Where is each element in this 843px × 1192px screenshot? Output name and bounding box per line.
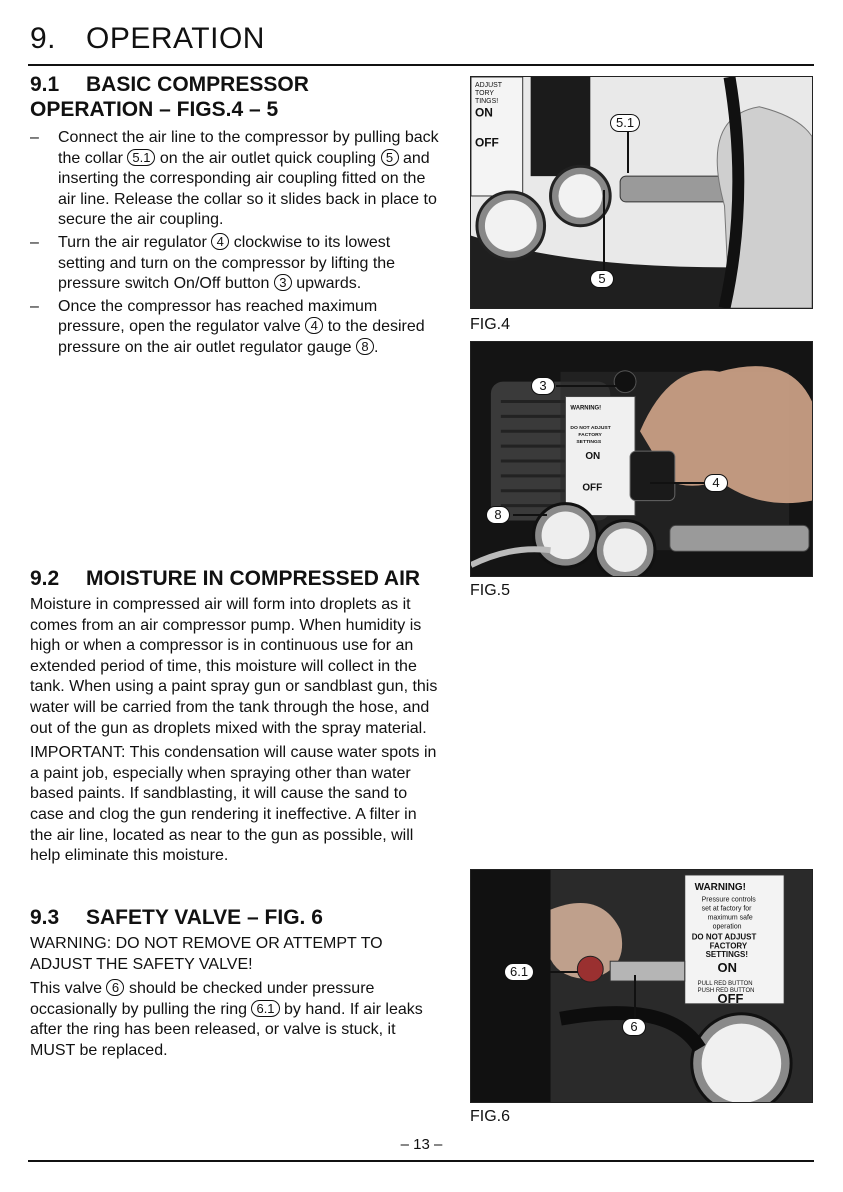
- instruction-item: – Once the compressor has reached maximum pressure, open the regulator valve 4 to the desired pressure on the air outlet regulator gauge 8 .: [30, 297, 440, 359]
- svg-text:OFF: OFF: [717, 990, 744, 1006]
- fig6-photo: [470, 869, 813, 1103]
- svg-text:ON: ON: [474, 105, 493, 120]
- section-9-3-heading: 9.3 SAFETY VALVE – FIG. 6: [30, 906, 323, 929]
- safety-valve-illustration: [471, 870, 812, 1102]
- svg-text:OFF: OFF: [474, 135, 499, 150]
- ref-callout: 4: [305, 317, 323, 334]
- fig6-callout-6: 6: [622, 1018, 646, 1036]
- chapter-title-text: OPERATION: [86, 22, 265, 55]
- svg-text:set at factory for: set at factory for: [701, 905, 752, 913]
- footer-divider: [28, 1160, 814, 1162]
- chapter-title: [30, 22, 265, 56]
- fig5-caption: FIG.5: [470, 582, 511, 599]
- svg-text:operation: operation: [712, 923, 742, 931]
- svg-text:SETTINGS: SETTINGS: [576, 440, 602, 446]
- moisture-paragraph: Moisture in compressed air will form into droplets as it comes from an air compressor pump. When humidity is high or when a compressor is in continuous use for an extended period of time, this moisture will collect in the tank. When using a paint spray gun or sandblast gun, this water will be carried from the tank through the hose, and out of the gun as droplets mixed with the spray material.: [30, 596, 438, 737]
- fig5-callout-8: 8: [486, 506, 510, 524]
- svg-text:maximum safe: maximum safe: [707, 914, 753, 922]
- svg-text:WARNING!: WARNING!: [694, 881, 746, 893]
- svg-text:ON: ON: [717, 960, 737, 976]
- fig5-leader-3: [556, 385, 616, 387]
- fig5-callout-3: 3: [531, 377, 555, 395]
- ref-callout: 4: [211, 233, 229, 250]
- fig6-leader-6-1: [538, 971, 578, 973]
- svg-text:SETTINGS!: SETTINGS!: [705, 950, 749, 960]
- ref-callout: 5: [381, 149, 399, 166]
- ref-callout: 8: [356, 338, 374, 355]
- section-9-3: [30, 905, 440, 1062]
- important-paragraph: IMPORTANT: This condensation will cause water spots in a paint job, especially when spraying other than water based paints. If sandblasting, it will cause the sand to case and clog the gun rendering it ineffective. A filter in the air line, located as near to the gun as possible, will help eliminate this moisture.: [30, 744, 437, 865]
- fig4-caption: FIG.4: [470, 316, 511, 333]
- fig6-leader-6: [634, 975, 636, 1018]
- page-number: – 13 –: [400, 1136, 443, 1153]
- svg-text:OFF: OFF: [582, 482, 603, 494]
- instruction-item: – Turn the air regulator 4 clockwise to its lowest setting and turn on the compressor by lifting the pressure switch On/Off button 3 upwards.: [30, 233, 440, 295]
- fig6-caption: FIG.6: [470, 1108, 511, 1125]
- fig4-leader-5: [603, 190, 605, 270]
- svg-text:FACTORY: FACTORY: [578, 433, 602, 439]
- fig5-callout-4: 4: [704, 474, 728, 492]
- fig6-callout-6-1: 6.1: [504, 963, 534, 981]
- fig5-leader-8: [513, 514, 547, 516]
- fig4-photo: [470, 76, 813, 309]
- svg-text:TINGS!: TINGS!: [474, 97, 499, 105]
- chapter-number: 9.: [30, 22, 57, 55]
- svg-text:DO NOT ADJUST: DO NOT ADJUST: [691, 932, 757, 942]
- title-divider: [28, 64, 814, 66]
- svg-text:DO NOT ADJUST: DO NOT ADJUST: [570, 426, 611, 432]
- svg-text:FACTORY: FACTORY: [709, 941, 748, 951]
- safety-warning: WARNING: DO NOT REMOVE OR ATTEMPT TO ADJUST THE SAFETY VALVE!: [30, 935, 383, 973]
- svg-text:Pressure controls: Pressure controls: [701, 896, 756, 904]
- fig4-callout-5: 5: [590, 270, 614, 288]
- svg-text:PULL RED BUTTON: PULL RED BUTTON: [697, 981, 753, 988]
- fig4-callout-5-1: 5.1: [610, 114, 640, 132]
- section-9-2-heading: 9.2 MOISTURE IN COMPRESSED AIR: [30, 567, 421, 590]
- section-9-2: [30, 566, 440, 867]
- ref-callout: 6: [106, 979, 124, 996]
- svg-text:ON: ON: [585, 451, 601, 462]
- safety-valve-paragraph: This valve 6 should be checked under pressure occasionally by pulling the ring 6.1 by hand. If air leaks after the ring has been released, or valve is stuck, it MUST be replaced.: [30, 980, 423, 1059]
- ref-callout: 3: [274, 274, 292, 291]
- instruction-list: [30, 128, 440, 359]
- section-9-1: [30, 72, 440, 361]
- instruction-item: – Connect the air line to the compressor by pulling back the collar 5.1 on the air outlet quick coupling 5 and inserting the corresponding air coupling fitted on the air line. Release the collar so it slides back in place to secure the air coupling.: [30, 128, 440, 231]
- pressure-switch-illustration: [471, 342, 812, 576]
- fig5-leader-4: [650, 482, 704, 484]
- ref-callout: 5.1: [127, 149, 155, 166]
- svg-text:WARNING!: WARNING!: [570, 405, 602, 412]
- fig4-leader-5-1: [627, 131, 629, 173]
- svg-text:PUSH RED BUTTON: PUSH RED BUTTON: [697, 987, 755, 994]
- svg-text:TORY: TORY: [474, 89, 495, 97]
- section-9-1-heading: 9.1 BASIC COMPRESSOR OPERATION – FIGS.4 – 5: [30, 73, 309, 121]
- svg-text:ADJUST: ADJUST: [474, 81, 502, 89]
- compressor-coupling-illustration: [471, 77, 812, 308]
- ref-callout: 6.1: [251, 1000, 279, 1017]
- fig5-photo: [470, 341, 813, 577]
